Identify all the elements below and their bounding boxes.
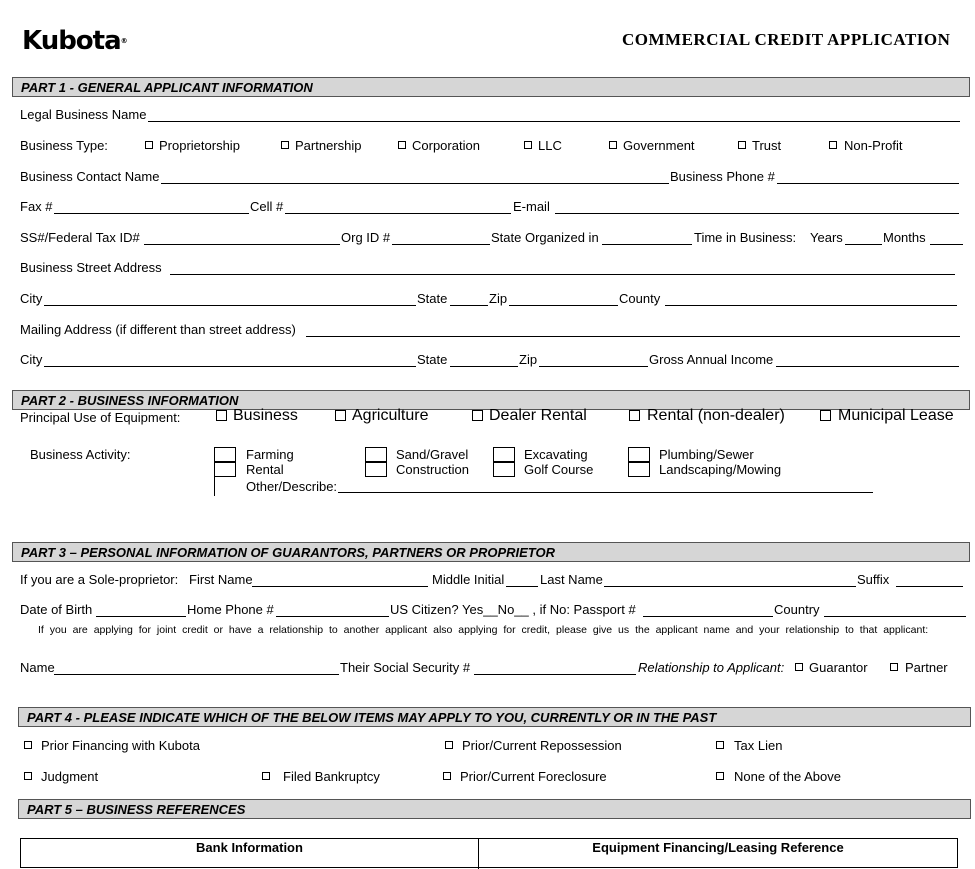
mailing-city-label: City [20,352,43,367]
use-municipal-lease-checkbox[interactable] [820,410,831,421]
guarantor-label: Guarantor [809,660,868,675]
business-phone-label: Business Phone # [670,169,775,184]
landscaping-mowing-checkbox[interactable] [628,462,650,477]
part4-heading: PART 4 - PLEASE INDICATE WHICH OF THE BELOW ITEMS MAY APPLY TO YOU, CURRENTLY OR IN THE PAST [27,710,717,725]
trust-label: Trust [752,138,782,153]
mailing-state-label: State [417,352,448,367]
legal-name-field[interactable] [148,121,960,122]
judgment-checkbox[interactable] [24,772,32,780]
name-field[interactable] [54,674,339,675]
ssn-field[interactable] [144,244,340,245]
gross-income-field[interactable] [776,366,959,367]
relationship-label: Relationship to Applicant: [638,660,785,675]
county-label: County [619,291,661,306]
months-label: Months [883,230,926,245]
business-type-label: Business Type: [20,138,108,153]
sand-gravel-checkbox[interactable] [365,447,387,462]
home-phone-field[interactable] [276,616,389,617]
document-title: COMMERCIAL CREDIT APPLICATION [622,30,951,49]
prior-financing-checkbox[interactable] [24,741,32,749]
government-label: Government [623,138,695,153]
bank-information-header: Bank Information [196,840,303,855]
mailing-zip-label: Zip [519,352,538,367]
name-label: Name [20,660,55,675]
city-label: City [20,291,43,306]
city-field[interactable] [44,305,416,306]
part1-heading: PART 1 - GENERAL APPLICANT INFORMATION [21,80,313,95]
use-agriculture-checkbox[interactable] [335,410,346,421]
proprietorship-label: Proprietorship [159,138,240,153]
farming-checkbox[interactable] [214,447,236,462]
part2-heading: PART 2 - BUSINESS INFORMATION [21,393,239,408]
business-activity-label: Business Activity: [30,447,131,462]
use-business-label: Business [233,407,298,424]
repossession-label: Prior/Current Repossession [462,738,622,753]
corporation-checkbox[interactable] [398,141,406,149]
us-citizen-label: US Citizen? Yes__No__ , if No: Passport # [390,602,636,617]
mailing-address-label: Mailing Address (if different than street address) [20,322,296,337]
construction-label: Construction [396,462,469,477]
last-name-field[interactable] [604,586,856,587]
prior-financing-label: Prior Financing with Kubota [41,738,200,753]
state-organized-field[interactable] [602,244,692,245]
mailing-state-field[interactable] [450,366,518,367]
llc-checkbox[interactable] [524,141,532,149]
excavating-label: Excavating [524,447,588,462]
time-in-business-label: Time in Business: [694,230,797,245]
email-label: E-mail [513,199,550,214]
dob-field[interactable] [96,616,186,617]
foreclosure-label: Prior/Current Foreclosure [460,769,607,784]
passport-field[interactable] [643,616,773,617]
part3-heading-bar [12,542,970,562]
first-name-label: First Name [189,572,253,587]
state-label: State [417,291,448,306]
proprietorship-checkbox[interactable] [145,141,153,149]
llc-label: LLC [538,138,562,153]
partner-label: Partner [905,660,948,675]
trust-checkbox[interactable] [738,141,746,149]
middle-initial-label: Middle Initial [432,572,505,587]
business-phone-field[interactable] [777,183,959,184]
rental-checkbox[interactable] [214,462,236,477]
guarantor-checkbox[interactable] [795,663,803,671]
none-of-above-checkbox[interactable] [716,772,724,780]
use-agriculture-label: Agriculture [352,407,429,424]
mailing-address-field[interactable] [306,336,960,337]
country-field[interactable] [824,616,966,617]
gross-income-label: Gross Annual Income [649,352,774,367]
rental-label: Rental [246,462,284,477]
excavating-checkbox[interactable] [493,447,515,462]
cell-field[interactable] [285,213,511,214]
sole-proprietor-label: If you are a Sole-proprietor: [20,572,179,587]
other-bracket [214,477,215,496]
none-of-above-label: None of the Above [734,769,841,784]
suffix-field[interactable] [896,586,963,587]
non-profit-checkbox[interactable] [829,141,837,149]
cell-label: Cell # [250,199,284,214]
org-id-field[interactable] [392,244,490,245]
zip-field[interactable] [509,305,618,306]
middle-initial-field[interactable] [506,586,538,587]
use-rental-non-dealer-checkbox[interactable] [629,410,640,421]
use-dealer-rental-label: Dealer Rental [489,407,587,424]
construction-checkbox[interactable] [365,462,387,477]
sand-gravel-label: Sand/Gravel [396,447,469,462]
judgment-label: Judgment [41,769,99,784]
references-table [20,838,958,868]
email-field[interactable] [555,213,959,214]
years-label: Years [810,230,843,245]
mailing-city-field[interactable] [44,366,416,367]
partnership-checkbox[interactable] [281,141,289,149]
months-field[interactable] [930,244,963,245]
tax-lien-label: Tax Lien [734,738,783,753]
contact-name-field[interactable] [161,183,669,184]
landscaping-mowing-label: Landscaping/Mowing [659,462,782,477]
part5-heading: PART 5 – BUSINESS REFERENCES [27,802,246,817]
tax-lien-checkbox[interactable] [716,741,724,749]
home-phone-label: Home Phone # [187,602,274,617]
mailing-zip-field[interactable] [539,366,648,367]
government-checkbox[interactable] [609,141,617,149]
suffix-label: Suffix [857,572,890,587]
county-field[interactable] [665,305,957,306]
partnership-label: Partnership [295,138,362,153]
plumbing-sewer-checkbox[interactable] [628,447,650,462]
fax-label: Fax # [20,199,53,214]
fax-field[interactable] [54,213,249,214]
foreclosure-checkbox[interactable] [443,772,451,780]
equipment-reference-header: Equipment Financing/Leasing Reference [592,840,844,855]
ssn-label: SS#/Federal Tax ID# [20,230,140,245]
state-organized-label: State Organized in [491,230,599,245]
use-business-checkbox[interactable] [216,410,227,421]
their-ssn-label: Their Social Security # [340,660,471,675]
kubota-logo: Kubota® [22,26,128,56]
part1-heading-bar [12,77,970,97]
contact-name-label: Business Contact Name [20,169,160,184]
country-label: Country [774,602,820,617]
other-describe-label: Other/Describe: [246,479,338,494]
part3-heading: PART 3 – PERSONAL INFORMATION OF GUARANTORS, PARTNERS OR PROPRIETOR [21,545,556,560]
farming-label: Farming [246,447,294,462]
street-address-field[interactable] [170,274,955,275]
use-rental-non-dealer-label: Rental (non-dealer) [647,407,785,424]
first-name-field[interactable] [252,586,428,587]
repossession-checkbox[interactable] [445,741,453,749]
zip-label: Zip [489,291,508,306]
joint-credit-note: If you are applying for joint credit or have a relationship to another applicant also applying for credit, please give us the applicant name and your relationship to that applicant: [38,624,929,636]
plumbing-sewer-label: Plumbing/Sewer [659,447,754,462]
last-name-label: Last Name [540,572,603,587]
part5-heading-bar [18,799,971,819]
bankruptcy-checkbox[interactable] [262,772,270,780]
other-describe-field[interactable] [338,492,873,493]
non-profit-label: Non-Profit [844,138,903,153]
partner-checkbox[interactable] [890,663,898,671]
state-field[interactable] [450,305,488,306]
their-ssn-field[interactable] [474,674,636,675]
principal-use-label: Principal Use of Equipment: [20,410,181,425]
use-dealer-rental-checkbox[interactable] [472,410,483,421]
street-address-label: Business Street Address [20,260,162,275]
part4-heading-bar [18,707,971,727]
org-id-label: Org ID # [341,230,391,245]
years-field[interactable] [845,244,882,245]
dob-label: Date of Birth [20,602,93,617]
golf-course-label: Golf Course [524,462,594,477]
golf-course-checkbox[interactable] [493,462,515,477]
legal-name-label: Legal Business Name [20,107,147,122]
bankruptcy-label: Filed Bankruptcy [283,769,380,784]
corporation-label: Corporation [412,138,480,153]
use-municipal-lease-label: Municipal Lease [838,407,954,424]
